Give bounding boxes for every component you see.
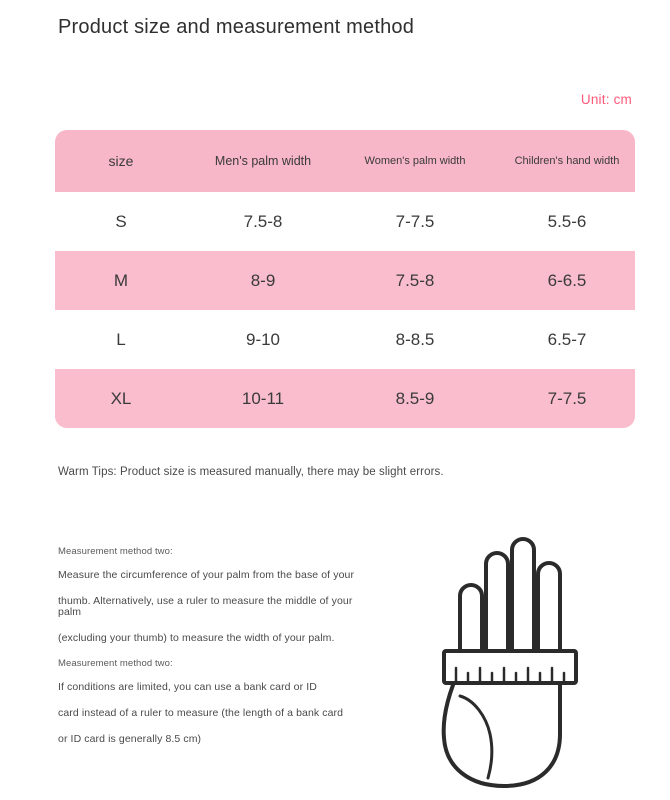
- cell-childrens-hand-width: 6.5-7: [491, 310, 635, 369]
- table-row: [55, 369, 635, 428]
- table-row: [55, 251, 635, 310]
- cell-size: M: [55, 251, 187, 310]
- cell-womens-palm-width: 7.5-8: [339, 251, 491, 310]
- cell-childrens-hand-width: 7-7.5: [491, 369, 635, 428]
- cell-womens-palm-width: 8.5-9: [339, 369, 491, 428]
- method-body: [58, 682, 358, 745]
- unit-label: Unit: cm: [580, 92, 632, 107]
- column-header-mens-palm-width: Men's palm width: [187, 130, 339, 192]
- method-line: If conditions are limited, you can use a bank card or ID: [58, 681, 317, 693]
- measurement-method-two: [58, 658, 358, 760]
- column-header-womens-palm-width: Women's palm width: [339, 130, 491, 192]
- method-heading: Measurement method two:: [58, 658, 173, 669]
- column-header-size: size: [55, 130, 187, 192]
- method-line: (excluding your thumb) to measure the width of your palm.: [58, 632, 335, 645]
- table-row: [55, 192, 635, 251]
- cell-size: S: [55, 192, 187, 251]
- cell-mens-palm-width: 8-9: [187, 251, 339, 310]
- cell-size: L: [55, 310, 187, 369]
- method-line: Measure the circumference of your palm from the base of your: [58, 569, 355, 581]
- cell-womens-palm-width: 7-7.5: [339, 192, 491, 251]
- page-title: Product size and measurement method: [58, 16, 415, 38]
- size-table-container: [55, 130, 635, 428]
- method-line: thumb. Alternatively, use a ruler to measure the middle of your palm: [58, 595, 353, 619]
- cell-childrens-hand-width: 5.5-6: [491, 192, 635, 251]
- cell-size: XL: [55, 369, 187, 428]
- cell-womens-palm-width: 8-8.5: [339, 310, 491, 369]
- table-row: [55, 310, 635, 369]
- cell-mens-palm-width: 10-11: [187, 369, 339, 428]
- size-table: [55, 130, 635, 428]
- table-header-row: [55, 130, 635, 192]
- column-header-childrens-hand-width: Children's hand width: [491, 130, 635, 192]
- method-line: card instead of a ruler to measure (the length of a bank card: [58, 707, 344, 720]
- hand-with-ruler-illustration: [400, 520, 650, 795]
- cell-mens-palm-width: 9-10: [187, 310, 339, 369]
- method-heading: Measurement method two:: [58, 546, 173, 557]
- method-line: or ID card is generally 8.5 cm): [58, 733, 202, 746]
- cell-mens-palm-width: 7.5-8: [187, 192, 339, 251]
- method-body: [58, 570, 358, 644]
- measurement-method-one: [58, 546, 358, 659]
- cell-childrens-hand-width: 6-6.5: [491, 251, 635, 310]
- warm-tip-text: Warm Tips: Product size is measured manually, there may be slight errors.: [58, 466, 444, 478]
